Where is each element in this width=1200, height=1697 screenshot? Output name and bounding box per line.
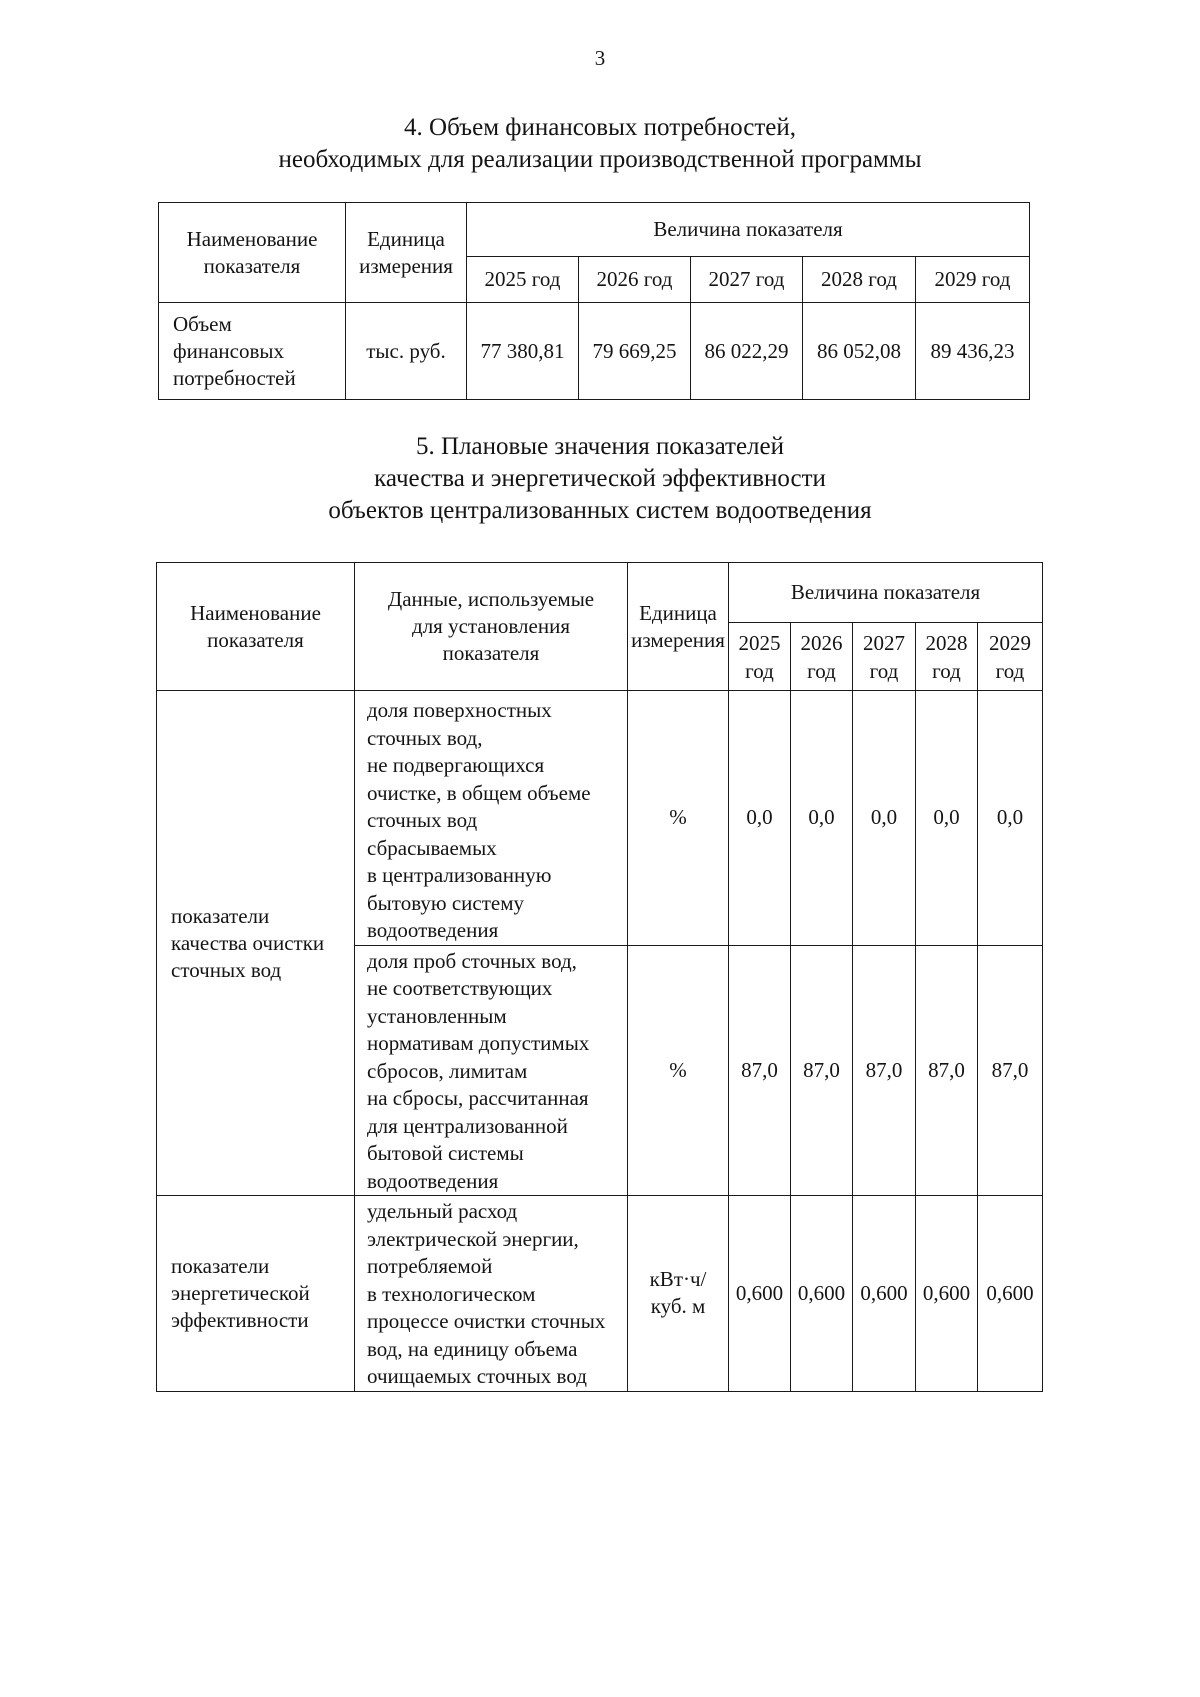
header-year: 2025 год (467, 257, 579, 303)
table-row (157, 691, 1043, 946)
row-value: 87,0 (916, 945, 978, 1196)
row-value: 0,600 (978, 1196, 1043, 1392)
row-value: 79 669,25 (579, 303, 691, 400)
row-value: 86 022,29 (691, 303, 803, 400)
row-description: доля проб сточных вод, не соответствующих установленным нормативам допустимых сбросов, лимитам на сбросы, рассчитанная для централизованной бытовой системы водоотведения (355, 945, 628, 1196)
row-value: 0,0 (978, 691, 1043, 946)
row-value: 0,0 (916, 691, 978, 946)
group-name: показатели энергетической эффективности (157, 1196, 355, 1392)
row-value: 89 436,23 (916, 303, 1030, 400)
row-description: доля поверхностных сточных вод, не подвергающихся очистке, в общем объеме сточных вод сбрасываемых в централизованную бытовую систему водоотведения (355, 691, 628, 946)
header-year: 2027 год (691, 257, 803, 303)
row-value: 77 380,81 (467, 303, 579, 400)
row-value: 0,600 (916, 1196, 978, 1392)
row-unit: % (628, 945, 729, 1196)
header-year: 2029 год (916, 257, 1030, 303)
row-description: удельный расход электрической энергии, потребляемой в технологическом процессе очистки сточных вод, на единицу объема очищаемых сточных вод (355, 1196, 628, 1392)
row-value: 87,0 (729, 945, 791, 1196)
row-value: 0,600 (791, 1196, 853, 1392)
row-unit: кВт·ч/ куб. м (628, 1196, 729, 1392)
header-year: 2029 год (978, 623, 1043, 691)
row-value: 0,0 (729, 691, 791, 946)
table-row (159, 303, 1030, 400)
financial-needs-table (158, 202, 1030, 400)
header-value-group: Величина показателя (729, 563, 1043, 623)
row-value: 87,0 (853, 945, 916, 1196)
section-5-title: 5. Плановые значения показателей качества и энергетической эффективности объектов централизованных систем водоотведения (328, 433, 872, 524)
table-row (157, 1196, 1043, 1392)
header-value-group: Величина показателя (467, 203, 1030, 257)
header-year: 2028 год (916, 623, 978, 691)
row-value: 0,0 (791, 691, 853, 946)
row-unit: тыс. руб. (346, 303, 467, 400)
group-name: показатели качества очистки сточных вод (157, 691, 355, 1196)
page-number: 3 (594, 46, 606, 70)
header-year: 2028 год (803, 257, 916, 303)
row-name: Объем финансовых потребностей (159, 303, 346, 400)
row-value: 0,600 (729, 1196, 791, 1392)
row-unit: % (628, 691, 729, 946)
header-unit: Единица измерения (346, 203, 467, 303)
header-unit: Единица измерения (628, 563, 729, 691)
row-value: 86 052,08 (803, 303, 916, 400)
header-name: Наименование показателя (159, 203, 346, 303)
row-value: 87,0 (978, 945, 1043, 1196)
header-year: 2026 год (579, 257, 691, 303)
row-value: 0,600 (853, 1196, 916, 1392)
section-4-title: 4. Объем финансовых потребностей, необходимых для реализации производственной программы (278, 114, 922, 173)
row-value: 87,0 (791, 945, 853, 1196)
header-year: 2025 год (729, 623, 791, 691)
header-year: 2026 год (791, 623, 853, 691)
row-value: 0,0 (853, 691, 916, 946)
header-data: Данные, используемые для установления показателя (355, 563, 628, 691)
quality-efficiency-table (156, 562, 1043, 1392)
header-year: 2027 год (853, 623, 916, 691)
header-name: Наименование показателя (157, 563, 355, 691)
